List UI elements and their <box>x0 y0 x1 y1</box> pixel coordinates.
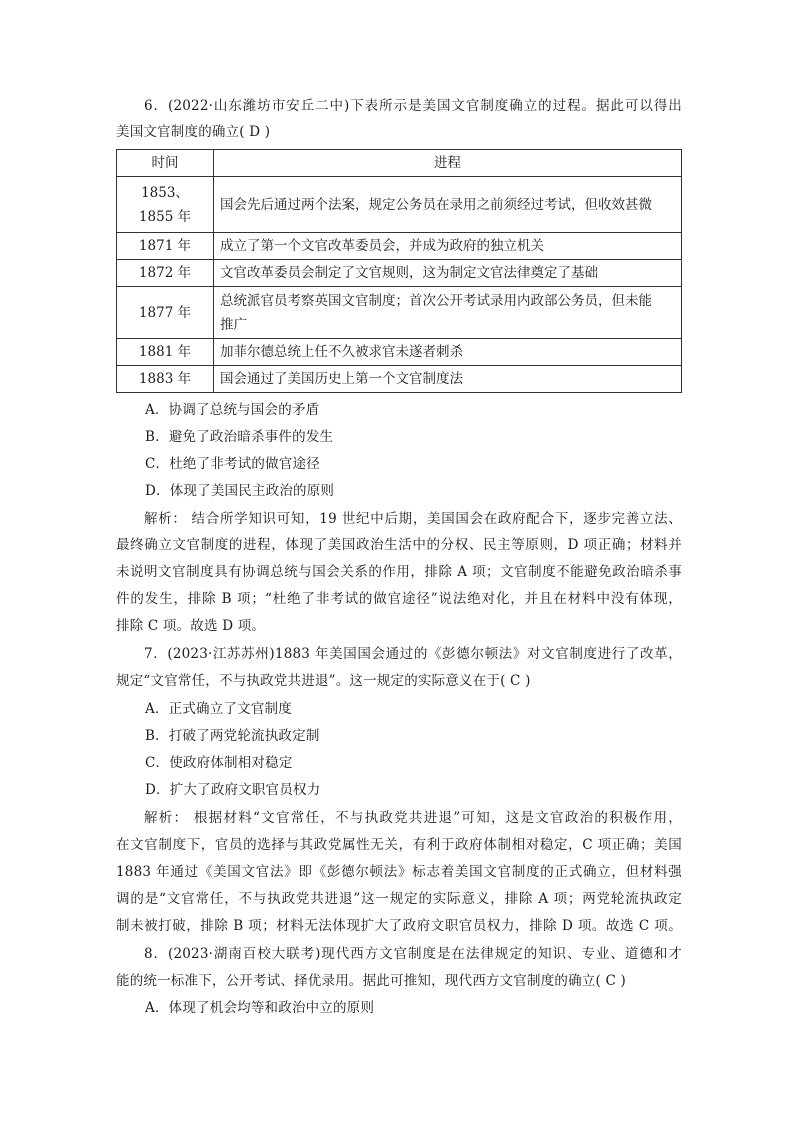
q7-stem-line1: 7．(2023·江苏苏州)1883 年美国国会通过的《彭德尔顿法》对文官制度进行了改革， <box>144 646 682 662</box>
q7-option-a: A．正式确立了文官制度 <box>145 701 292 717</box>
q6-table <box>116 149 682 393</box>
time-cell <box>117 177 214 233</box>
q7-option-c: C．使政府体制相对稳定 <box>145 755 293 771</box>
time-cell: 1881 年 <box>117 339 214 366</box>
q6-option-c: C．杜绝了非考试的做官途径 <box>145 456 320 472</box>
q8-stem-line1: 8．(2023·湖南百校大联考)现代西方文官制度是在法律规定的知识、专业、道德和才 <box>144 946 682 962</box>
time-cell: 1877 年 <box>117 287 214 339</box>
q6-stem-line2: 美国文官制度的确立( D ) <box>116 124 271 140</box>
q6-analysis-line3: 未说明文官制度具有协调总统与国会关系的作用，排除 A 项；文官制度不能避免政治暗杀事 <box>116 564 682 580</box>
q6-option-b: B．避免了政治暗杀事件的发生 <box>145 429 334 445</box>
q7-analysis-line5: 制未被打破，排除 B 项；材料无法体现扩大了政府文职官员权力，排除 D 项。故选 C 项。 <box>116 918 682 934</box>
q7-analysis-line4: 调的是“文官常任，不与执政党共进退”这一规定的实际意义，排除 A 项；两党轮流执政定 <box>116 891 682 907</box>
q7-analysis-line2: 在文官制度下，官员的选择与其政党属性无关，有利于政府体制相对稳定，C 项正确；美国 <box>116 837 682 853</box>
process-cell: 国会通过了美国历史上第一个文官制度法 <box>214 366 682 393</box>
header-time: 时间 <box>117 150 214 177</box>
q7-option-b: B．打破了两党轮流执政定制 <box>145 728 320 744</box>
q8-stem-line2: 能的统一标准下，公开考试、择优录用。据此可推知，现代西方文官制度的确立( C ) <box>116 973 626 989</box>
process-cell: 文官改革委员会制定了文官规则，这为制定文官法律奠定了基础 <box>214 260 682 287</box>
time-line1: 1853、 <box>141 184 189 201</box>
time-cell: 1872 年 <box>117 260 214 287</box>
process-line1: 总统派官员考察英国文官制度；首次公开考试录用内政部公务员，但未能 <box>220 292 652 309</box>
table-row <box>117 260 682 287</box>
q6-analysis-line1: 解析： 结合所学知识可知，19 世纪中后期，美国国会在政府配合下，逐步完善立法、 <box>144 511 682 527</box>
table-header-row <box>117 150 682 177</box>
table-row <box>117 339 682 366</box>
q7-analysis-line3: 1883 年通过《美国文官法》即《彭德尔顿法》标志着美国文官制度的正式确立，但材料强 <box>116 864 682 880</box>
table-row <box>117 366 682 393</box>
process-line2: 推广 <box>220 316 247 333</box>
time-line2: 1855 年 <box>138 208 192 225</box>
q6-analysis-line4: 件的发生，排除 B 项；“杜绝了非考试的做官途径”说法绝对化，并且在材料中没有体现， <box>116 591 682 607</box>
time-cell: 1883 年 <box>117 366 214 393</box>
q7-stem-line2: 规定“文官常任，不与执政党共进退”。这一规定的实际意义在于( C ) <box>116 673 531 689</box>
q7-option-d: D．扩大了政府文职官员权力 <box>145 782 321 798</box>
q6-analysis-line5: 排除 C 项。故选 D 项。 <box>116 618 266 634</box>
process-cell: 成立了第一个文官改革委员会，并成为政府的独立机关 <box>214 233 682 260</box>
q6-analysis-line2: 最终确立文官制度的进程，体现了美国政治生活中的分权、民主等原则，D 项正确；材料并 <box>116 537 682 553</box>
q6-stem-line1: 6．(2022·山东潍坊市安丘二中)下表所示是美国文官制度确立的过程。据此可以得出 <box>144 98 682 114</box>
q7-analysis-line1: 解析： 根据材料“文官常任，不与执政党共进退”可知，这是文官政治的积极作用， <box>144 810 682 826</box>
table-row <box>117 233 682 260</box>
table-row <box>117 287 682 339</box>
process-cell <box>214 287 682 339</box>
time-cell: 1871 年 <box>117 233 214 260</box>
q6-option-d: D．体现了美国民主政治的原则 <box>145 483 335 499</box>
q6-option-a: A．协调了总统与国会的矛盾 <box>145 402 320 418</box>
process-cell: 加菲尔德总统上任不久被求官未遂者刺杀 <box>214 339 682 366</box>
q8-option-a: A．体现了机会均等和政治中立的原则 <box>145 1000 375 1016</box>
header-process: 进程 <box>214 150 682 177</box>
process-cell: 国会先后通过两个法案，规定公务员在录用之前须经过考试，但收效甚微 <box>214 177 682 233</box>
table-row <box>117 177 682 233</box>
